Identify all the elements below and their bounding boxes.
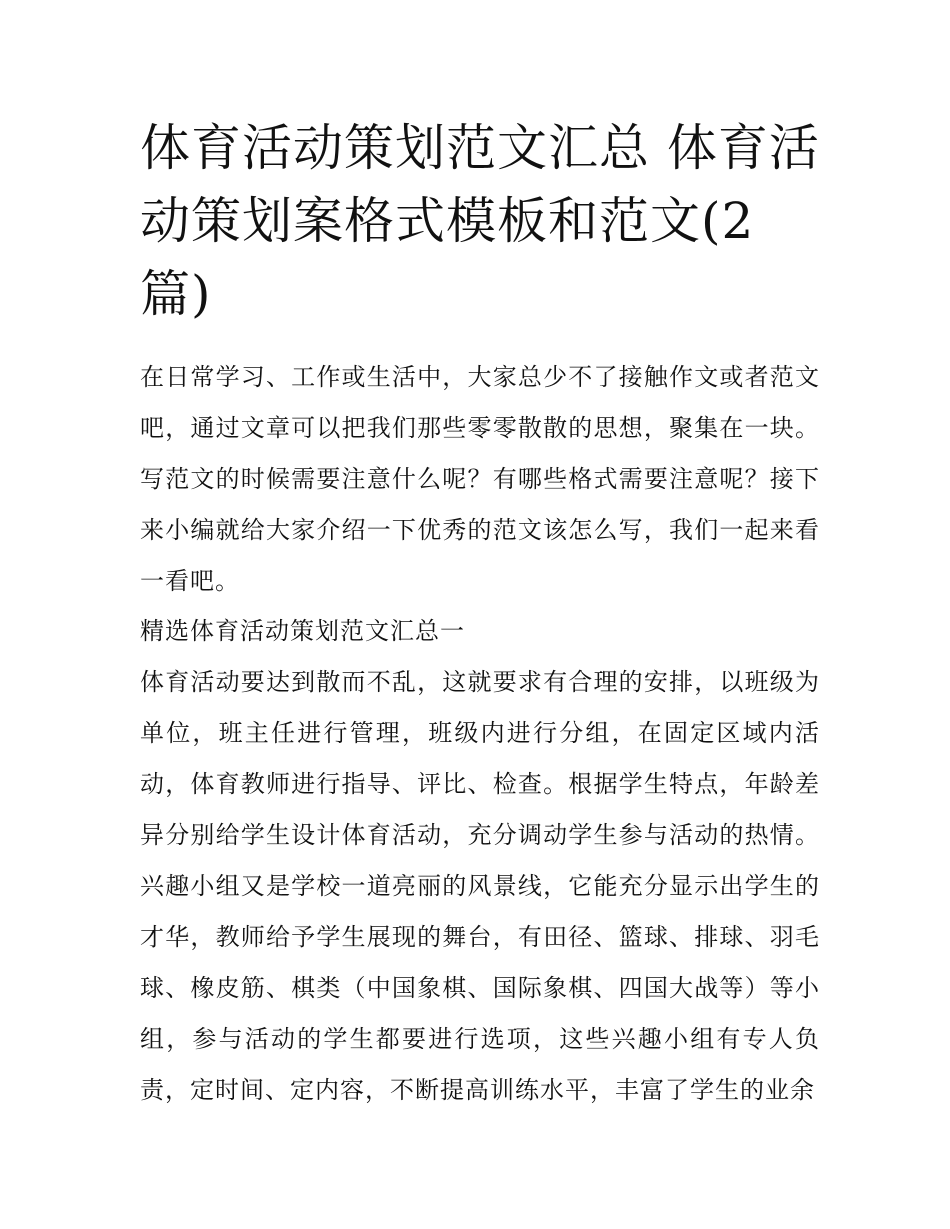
document-title: 体育活动策划范文汇总 体育活动策划案格式模板和范文(2篇) [140, 119, 820, 323]
intro-paragraph: 在日常学习、工作或生活中，大家总少不了接触作文或者范文吧，通过文章可以把我们那些零零散散的思想，聚集在一块。写范文的时候需要注意什么呢？有哪些格式需要注意呢？接下来小编就给大家介绍一下优秀的范文该怎么写，我们一起来看一看吧。 [140, 363, 820, 595]
section-heading: 精选体育活动策划范文汇总一 [140, 617, 465, 645]
section-body-paragraph: 体育活动要达到散而不乱，这就要求有合理的安排，以班级为单位，班主任进行管理，班级内进行分组，在固定区域内活动，体育教师进行指导、评比、检查。根据学生特点，年龄差异分别给学生设计体育活动，充分调动学生参与活动的热情。兴趣小组又是学校一道亮丽的风景线，它能充分显示出学生的才华，教师给予学生展现的舞台，有田径、篮球、排球、羽毛球、橡皮筋、棋类（中国象棋、国际象棋、四国大战等）等小组，参与活动的学生都要进行选项，这些兴趣小组有专人负责，定时间、定内容，不断提高训练水平，丰富了学生的业余 [140, 668, 820, 1104]
